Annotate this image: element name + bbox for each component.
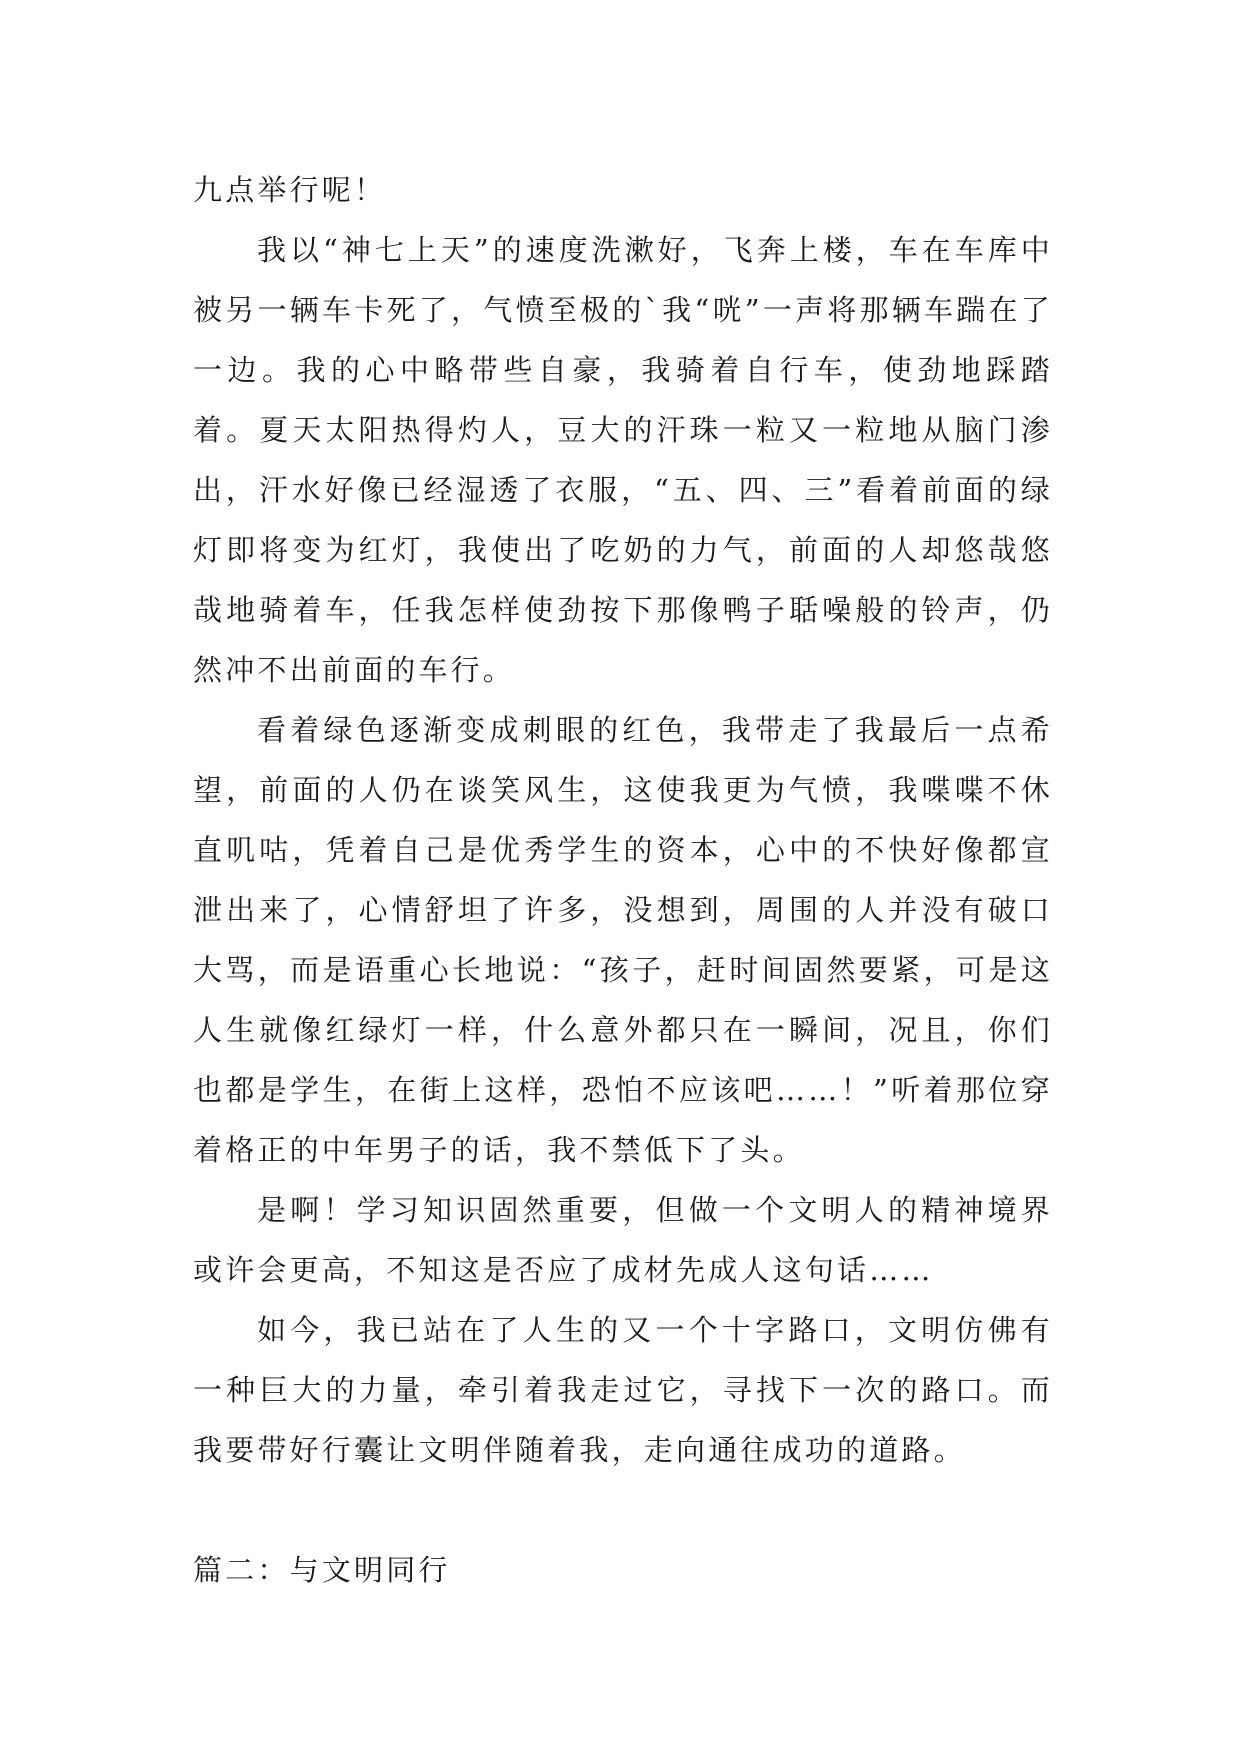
paragraph-opening-line: 九点举行呢！: [193, 173, 387, 207]
document-body: [193, 160, 1053, 1600]
paragraph-reflection: 是啊！学习知识固然重要，但做一个文明人的精神境界或许会更高，不知这是否应了成材先成人这句话……: [193, 1193, 1053, 1287]
section-heading: 篇二：与文明同行: [193, 1553, 451, 1587]
paragraph-rushing-to-ride: 我以“神七上天”的速度洗漱好，飞奔上楼，车在车库中被另一辆车卡死了，气愤至极的`我“咣”一声将那辆车踹在了一边。我的心中略带些自豪，我骑着自行车，使劲地踩踏着。夏天太阳热得灼人，豆大的汗珠一粒又一粒地从脑门渗出，汗水好像已经湿透了衣服，“五、四、三”看着前面的绿灯即将变为红灯，我使出了吃奶的力气，前面的人却悠哉悠哉地骑着车，任我怎样使劲按下那像鸭子聒噪般的铃声，仍然冲不出前面的车行。: [193, 233, 1053, 687]
paragraph-conclusion: 如今，我已站在了人生的又一个十字路口，文明仿佛有一种巨大的力量，牵引着我走过它，寻找下一次的路口。而我要带好行囊让文明伴随着我，走向通往成功的道路。: [193, 1313, 1053, 1467]
paragraph-red-light-lesson: 看着绿色逐渐变成刺眼的红色，我带走了我最后一点希望，前面的人仍在谈笑风生，这使我更为气愤，我喋喋不休直叽咕，凭着自己是优秀学生的资本，心中的不快好像都宣泄出来了，心情舒坦了许多，没想到，周围的人并没有破口大骂，而是语重心长地说：“孩子，赶时间固然要紧，可是这人生就像红绿灯一样，什么意外都只在一瞬间，况且，你们也都是学生，在街上这样，恐怕不应该吧……！”听着那位穿着格正的中年男子的话，我不禁低下了头。: [193, 713, 1053, 1167]
